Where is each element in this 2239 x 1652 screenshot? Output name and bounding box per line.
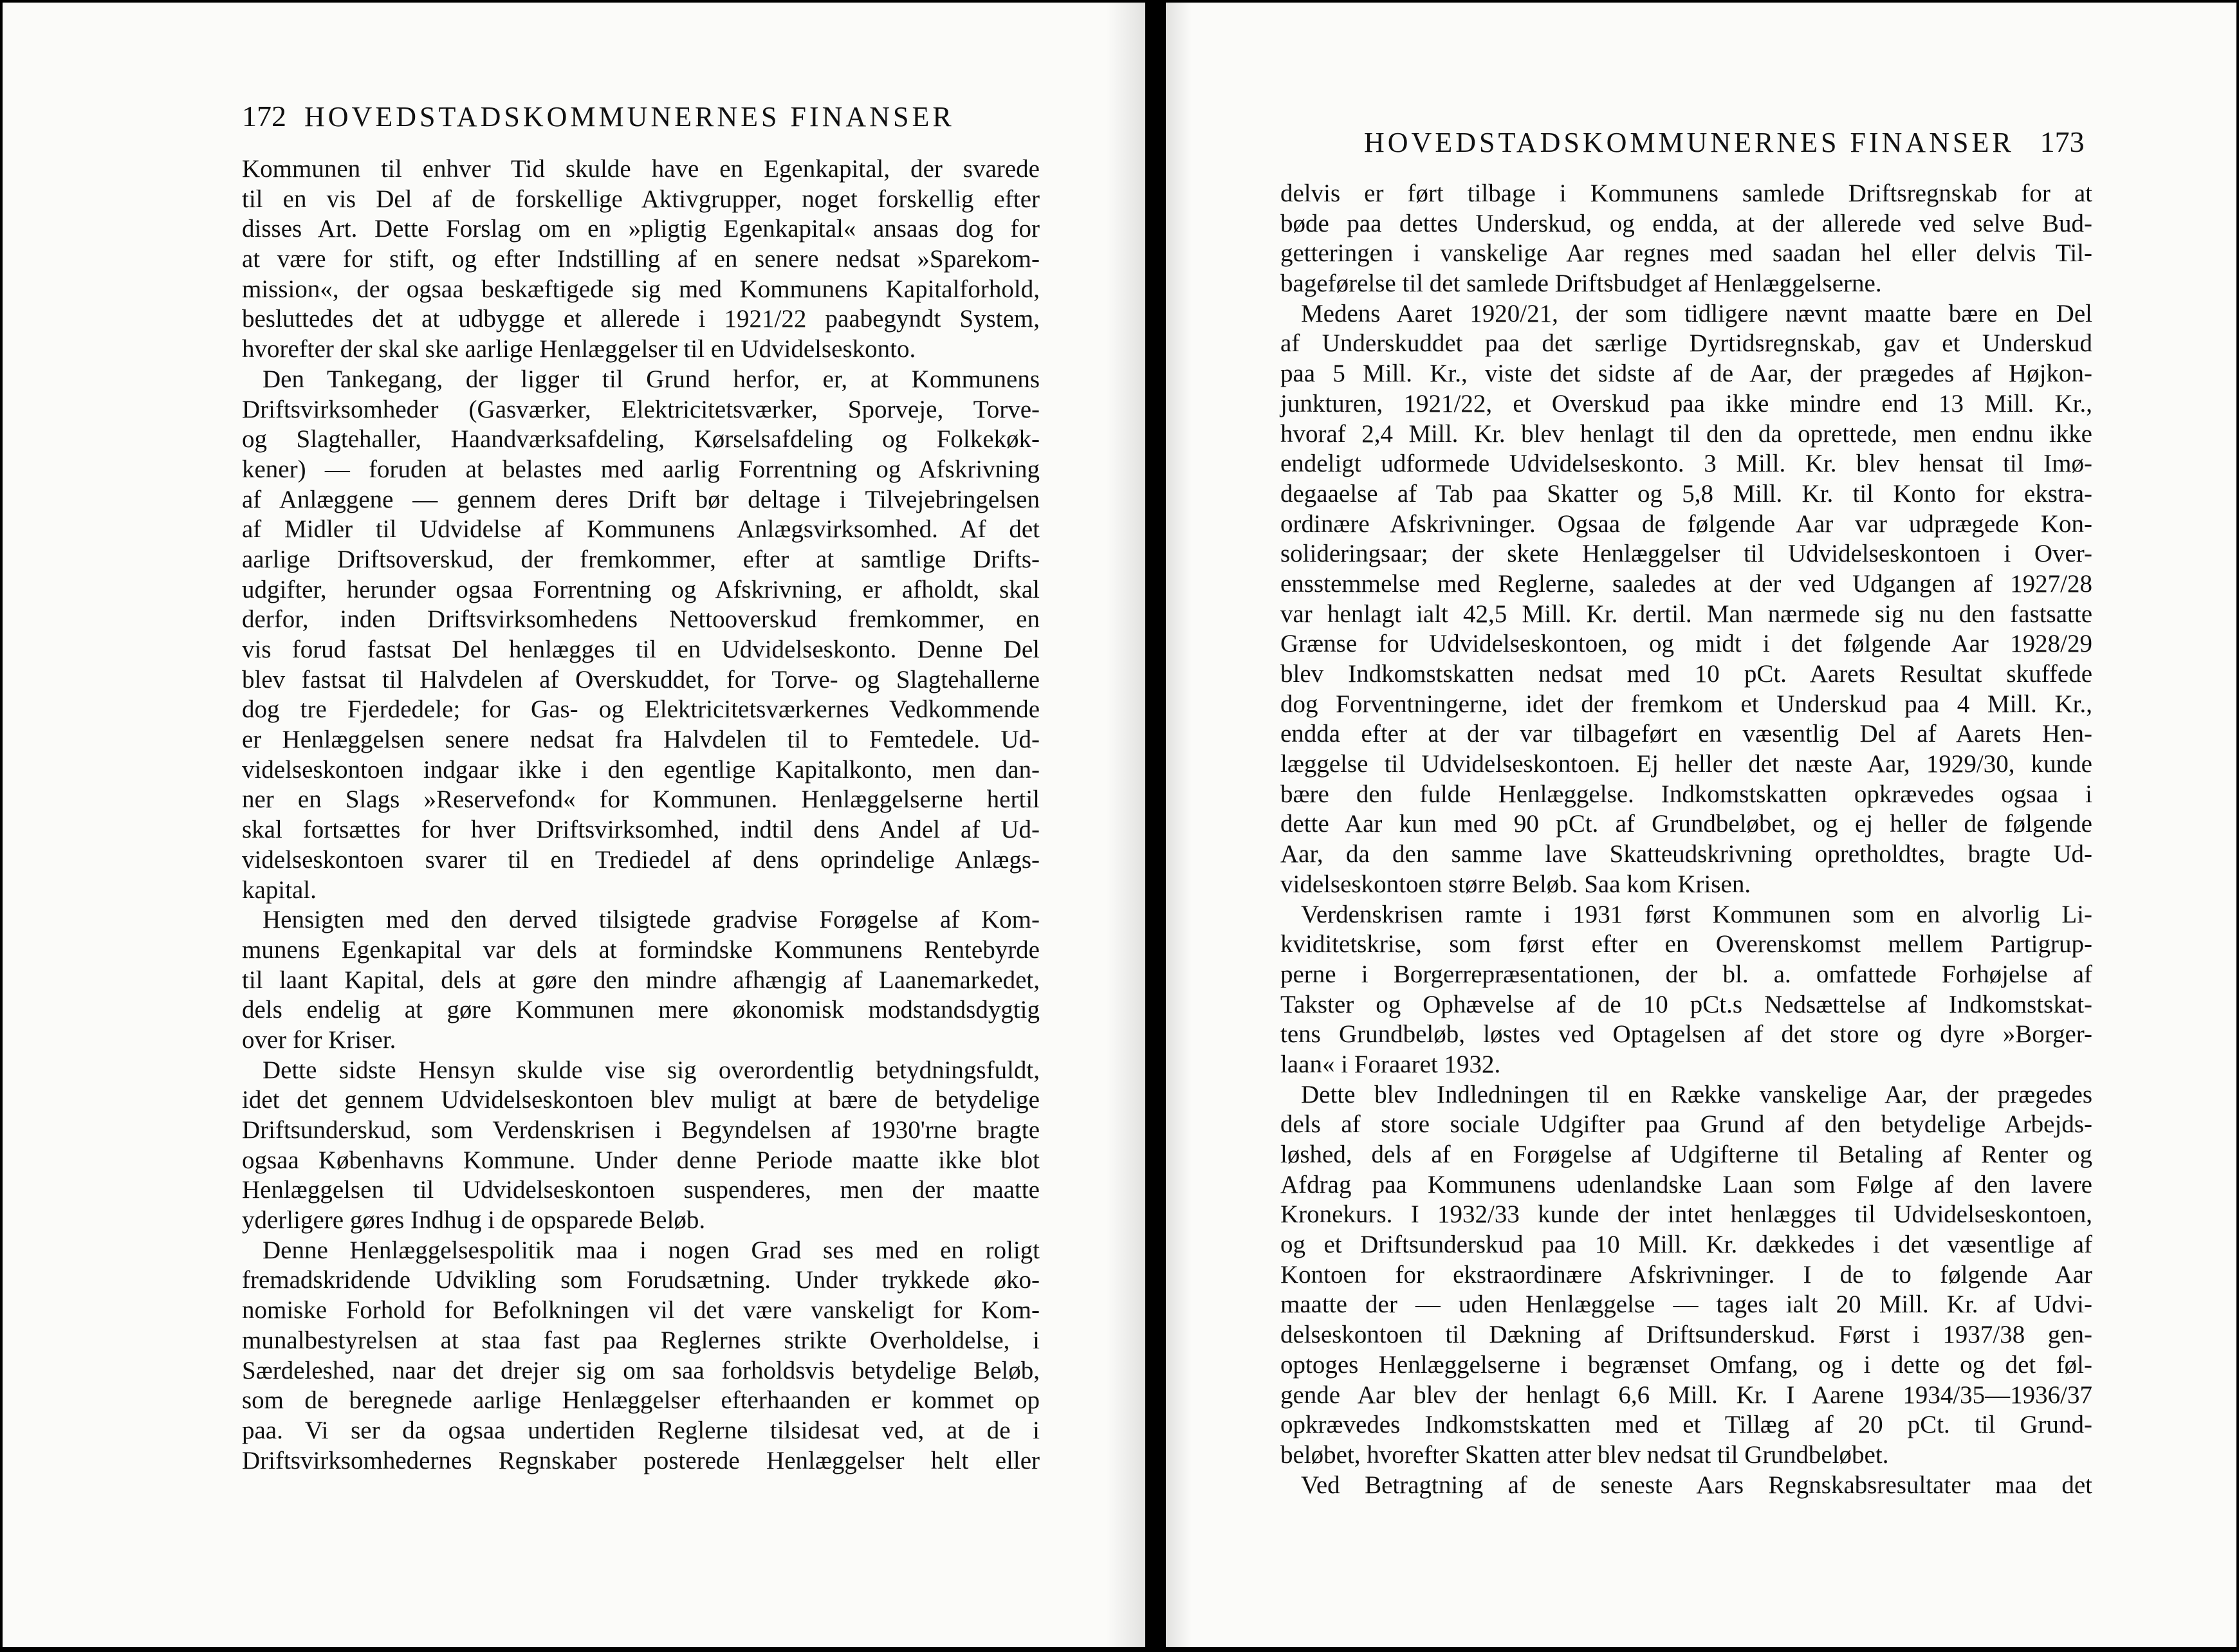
left-running-head-title: HOVEDSTADSKOMMUNERNES FINANSER <box>304 101 955 133</box>
right-page <box>1166 3 2236 1647</box>
text-line: Denne Henlæggelsespolitik maa i nogen Grad ses med en roligt <box>263 1236 1040 1264</box>
text-line: Medens Aaret 1920/21, der som tidligere nævnt maatte bære en Del <box>1301 299 2092 327</box>
text-line: munens Egenkapital var dels at formindske Kommunens Rentebyrde <box>242 935 1040 964</box>
text-line: dog tre Fjerdedele; for Gas- og Elektricitetsværkernes Vedkommende <box>242 695 1040 724</box>
text-line: paa 5 Mill. Kr., viste det sidste af de Aar, der prægedes af Højkon- <box>1280 360 2092 388</box>
text-line: dels endelig at gøre Kommunen mere økonomisk modstandsdygtig <box>242 996 1040 1024</box>
text-line: at være for stift, og efter Indstilling af en senere nedsat »Sparekom- <box>242 245 1040 273</box>
text-line: Dette blev Indledningen til en Række vanskelige Aar, der prægedes <box>1301 1080 2092 1108</box>
left-page <box>3 3 1145 1647</box>
text-line: ordinære Afskrivninger. Ogsaa de følgende Aar var udprægede Kon- <box>1280 509 2092 538</box>
text-line: laan« i Foraaret 1932. <box>1280 1050 1501 1078</box>
left-page-gutter-shadow <box>1107 3 1145 1647</box>
text-line: Afdrag paa Kommunens udenlandske Laan som Følge af den lavere <box>1280 1170 2092 1198</box>
text-line: blev fastsat til Halvdelen af Overskuddet, for Torve- og Slagtehallerne <box>242 665 1040 693</box>
text-line: Den Tankegang, der ligger til Grund herfor, er, at Kommunens <box>263 365 1040 393</box>
text-line: disses Art. Dette Forslag om en »pligtig Egenkapital« ansaas dog for <box>242 215 1040 243</box>
text-line: aarlige Driftsoverskud, der fremkommer, efter at samtlige Drifts- <box>242 545 1040 573</box>
text-line: junkturen, 1921/22, et Overskud paa ikke mindre end 13 Mill. Kr., <box>1280 389 2092 418</box>
right-body-text <box>1280 179 2092 1500</box>
text-line: var henlagt ialt 42,5 Mill. Kr. dertil. Man nærmede sig nu den fastsatte <box>1280 600 2092 628</box>
text-line: Verdenskrisen ramte i 1931 først Kommunen som en alvorlig Li- <box>1301 900 2092 928</box>
text-line: bære den fulde Henlæggelse. Indkomstskatten opkrævedes ogsaa i <box>1280 780 2092 808</box>
text-line: videlseskontoen større Beløb. Saa kom Krisen. <box>1280 870 1751 898</box>
text-line: videlseskontoen svarer til en Trediedel af dens oprindelige Anlægs- <box>242 845 1040 874</box>
text-line: løshed, dels af en Forøgelse af Udgifterne til Betaling af Renter og <box>1280 1141 2092 1168</box>
text-line: Driftsvirksomheder (Gasværker, Elektricitetsværker, Sporveje, Torve- <box>242 395 1040 423</box>
text-line: opkrævedes Indkomstskatten med et Tillæg af 20 pCt. til Grund- <box>1280 1411 2092 1439</box>
left-running-head <box>242 99 955 133</box>
right-running-head <box>1364 125 2085 159</box>
text-line: og et Driftsunderskud paa 10 Mill. Kr. dækkedes i det væsentlige af <box>1280 1231 2092 1259</box>
text-line: tens Grundbeløb, løstes ved Optagelsen af det store og dyre »Borger- <box>1280 1020 2092 1049</box>
text-line: solideringsaar; der skete Henlæggelser til Udvidelseskontoen i Over- <box>1280 540 2092 568</box>
text-line: hvoraf 2,4 Mill. Kr. blev henlagt til den da oprettede, men endnu ikke <box>1280 419 2092 448</box>
text-line: idet det gennem Udvidelseskontoen blev muligt at bære de betydelige <box>242 1086 1040 1114</box>
text-line: Takster og Ophævelse af de 10 pCt.s Nedsættelse af Indkomstskat- <box>1280 990 2092 1018</box>
text-line: Særdeleshed, naar det drejer sig om saa forholdsvis betydelige Beløb, <box>242 1356 1040 1384</box>
text-line: beløbet, hvorefter Skatten atter blev nedsat til Grundbeløbet. <box>1280 1440 1889 1469</box>
text-line: yderligere gøres Indhug i de opsparede Beløb. <box>242 1206 706 1234</box>
text-line: optoges Henlæggelserne i begrænset Omfang, og i dette og det føl- <box>1280 1350 2092 1379</box>
text-line: fremadskridende Udvikling som Forudsætning. Under trykkede øko- <box>242 1266 1040 1294</box>
text-line: udgifter, herunder ogsaa Forrentning og Afskrivning, er afholdt, skal <box>242 575 1040 603</box>
text-line: Driftsvirksomhedernes Regnskaber posterede Henlæggelser helt eller <box>242 1446 1040 1474</box>
text-line: ogsaa Københavns Kommune. Under denne Periode maatte ikke blot <box>242 1146 1040 1174</box>
text-line: hvorefter der skal ske aarlige Henlæggelser til en Udvidelseskonto. <box>242 335 916 363</box>
text-line: endeligt udformede Udvidelseskonto. 3 Mill. Kr. blev hensat til Imø- <box>1280 450 2092 478</box>
text-line: ner en Slags »Reservefond« for Kommunen. Henlæggelserne hertil <box>242 785 1040 814</box>
text-line: Kontoen for ekstraordinære Afskrivninger. I de to følgende Aar <box>1280 1260 2092 1289</box>
right-page-gutter-shadow <box>1166 3 1192 1647</box>
text-line: over for Kriser. <box>242 1025 396 1054</box>
text-line: gende Aar blev der henlagt 6,6 Mill. Kr. I Aarene 1934/35—1936/37 <box>1280 1381 2092 1409</box>
left-page-number: 172 <box>242 100 286 133</box>
text-line: kapital. <box>242 876 317 904</box>
text-line: af Underskuddet paa det særlige Dyrtidsregnskab, gav et Underskud <box>1280 329 2092 358</box>
text-line: getteringen i vanskelige Aar regnes med saadan hel eller delvis Til- <box>1280 239 2092 268</box>
text-line: ensstemmelse med Reglerne, saaledes at der ved Udgangen af 1927/28 <box>1280 569 2092 598</box>
text-line: skal fortsættes for hver Driftsvirksomhed, indtil dens Andel af Ud- <box>242 816 1040 844</box>
text-line: endda efter at der var tilbageført en væsentlig Del af Aarets Hen- <box>1280 720 2092 748</box>
text-line: Grænse for Udvidelseskontoen, og midt i det følgende Aar 1928/29 <box>1280 630 2092 658</box>
text-line: kener) — foruden at belastes med aarlig Forrentning og Afskrivning <box>242 455 1040 483</box>
text-line: kviditetskrise, som først efter en Overenskomst mellem Partigrup- <box>1280 930 2092 959</box>
text-line: og Slagtehaller, Haandværksafdeling, Kørselsafdeling og Folkekøk- <box>242 425 1040 454</box>
text-line: videlseskontoen indgaar ikke i den egentlige Kapitalkonto, men dan- <box>242 755 1040 784</box>
text-line: dog Forventningerne, idet der fremkom et Underskud paa 4 Mill. Kr., <box>1280 690 2092 718</box>
text-line: Kommunen til enhver Tid skulde have en Egenkapital, der svarede <box>242 155 1040 183</box>
text-line: delvis er ført tilbage i Kommunens samlede Driftsregnskab for at <box>1280 179 2092 207</box>
text-line: delseskontoen til Dækning af Driftsunderskud. Først i 1937/38 gen- <box>1280 1321 2092 1349</box>
text-line: vis forud fastsat Del henlægges til en Udvidelseskonto. Denne Del <box>242 636 1040 663</box>
text-line: bøde paa dettes Underskud, og endda, at der allerede ved selve Bud- <box>1280 209 2092 237</box>
text-line: maatte der — uden Henlæggelse — tages ialt 20 Mill. Kr. af Udvi- <box>1280 1290 2092 1319</box>
text-line: dette Aar kun med 90 pCt. af Grundbeløbet, og ej heller de følgende <box>1280 810 2092 838</box>
right-running-head-title: HOVEDSTADSKOMMUNERNES FINANSER <box>1364 127 2014 158</box>
left-body-text <box>242 154 1040 1476</box>
text-line: som de beregnede aarlige Henlæggelser efterhaanden er kommet op <box>242 1386 1040 1415</box>
text-line: af Midler til Udvidelse af Kommunens Anlægsvirksomhed. Af det <box>242 515 1040 544</box>
text-line: dels af store sociale Udgifter paa Grund af den betydelige Arbejds- <box>1280 1110 2092 1139</box>
text-line: til en vis Del af de forskellige Aktivgrupper, noget forskellig efter <box>242 185 1040 213</box>
right-page-number: 173 <box>2040 125 2085 158</box>
text-line: Aar, da den samme lave Skatteudskrivning opretholdtes, bragte Ud- <box>1280 840 2092 868</box>
text-line: Kronekurs. I 1932/33 kunde der intet henlægges til Udvidelseskontoen, <box>1280 1200 2092 1229</box>
text-line: af Anlæggene — gennem deres Drift bør deltage i Tilvejebringelsen <box>242 485 1040 513</box>
text-line: derfor, inden Driftsvirksomhedens Nettooverskud fremkommer, en <box>242 605 1040 634</box>
text-line: Driftsunderskud, som Verdenskrisen i Begyndelsen af 1930'rne bragte <box>242 1116 1040 1144</box>
text-line: Dette sidste Hensyn skulde vise sig overordentlig betydningsfuldt, <box>263 1056 1040 1084</box>
text-line: paa. Vi ser da ogsaa undertiden Reglerne tilsidesat ved, at de i <box>242 1416 1040 1444</box>
text-line: besluttedes det at udbygge et allerede i 1921/22 paabegyndt System, <box>242 305 1040 333</box>
text-line: Hensigten med den derved tilsigtede gradvise Forøgelse af Kom- <box>263 906 1040 934</box>
text-line: læggelse til Udvidelseskontoen. Ej heller det næste Aar, 1929/30, kunde <box>1280 750 2092 778</box>
text-line: Henlæggelsen til Udvidelseskontoen suspenderes, men der maatte <box>242 1176 1040 1204</box>
text-line: til laant Kapital, dels at gøre den mindre afhængig af Laanemarkedet, <box>242 966 1040 994</box>
text-line: munalbestyrelsen at staa fast paa Reglernes strikte Overholdelse, i <box>242 1326 1040 1354</box>
text-line: er Henlæggelsen senere nedsat fra Halvdelen til to Femtedele. Ud- <box>242 726 1040 754</box>
text-line: bageførelse til det samlede Driftsbudget af Henlæggelserne. <box>1280 270 1882 298</box>
text-line: degaaelse af Tab paa Skatter og 5,8 Mill. Kr. til Konto for ekstra- <box>1280 479 2092 508</box>
text-line: blev Indkomstskatten nedsat med 10 pCt. Aarets Resultat skuffede <box>1280 660 2092 688</box>
text-line: nomiske Forhold for Befolkningen vil det være vanskeligt for Kom- <box>242 1296 1040 1325</box>
text-line: Ved Betragtning af de seneste Aars Regnskabsresultater maa det <box>1301 1471 2092 1499</box>
text-line: mission«, der ogsaa beskæftigede sig med Kommunens Kapitalforhold, <box>242 275 1040 303</box>
text-line: perne i Borgerrepræsentationen, der bl. a. omfattede Forhøjelse af <box>1280 960 2092 988</box>
